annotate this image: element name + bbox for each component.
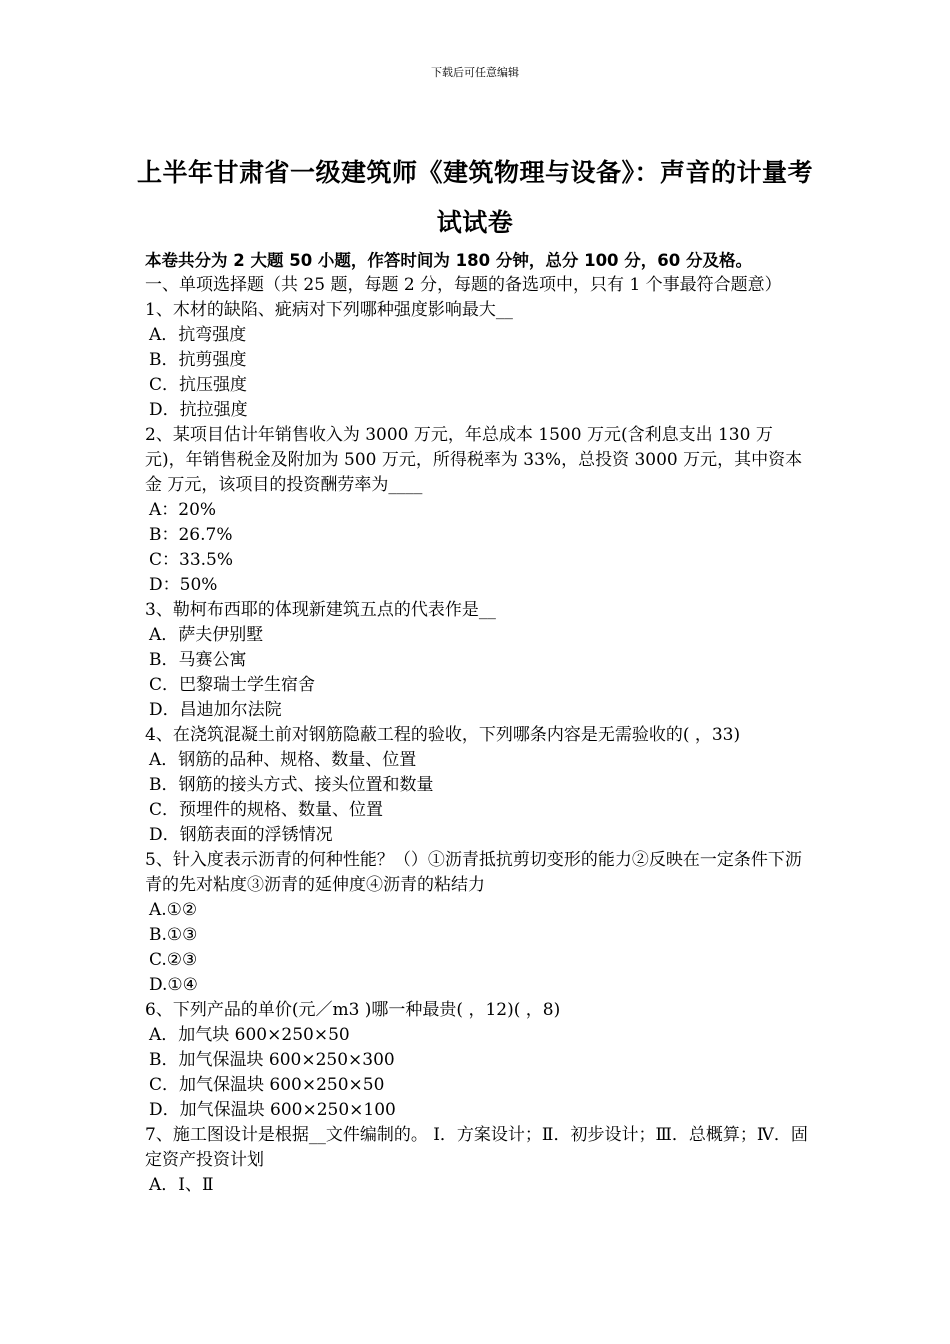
option-d: D：50%: [149, 575, 218, 595]
option-a: A．抗弯强度: [149, 325, 247, 345]
option-c: C.②③: [149, 950, 198, 970]
option-d: D．昌迪加尔法院: [149, 700, 282, 720]
exam-summary: 本卷共分为 2 大题 50 小题，作答时间为 180 分钟，总分 100 分，60 分及格。: [145, 251, 752, 270]
section-heading: 一、单项选择题（共 25 题，每题 2 分，每题的备选项中，只有 1 个事最符合题意）: [145, 275, 782, 295]
option-d: D．钢筋表面的浮锈情况: [149, 825, 333, 845]
header-note: 下载后可任意编辑: [431, 66, 519, 79]
option-d: D.①④: [149, 975, 198, 995]
question-text: 1、木材的缺陷、疵病对下列哪种强度影响最大__: [145, 300, 513, 320]
option-a: A．加气块 600×250×50: [149, 1025, 350, 1045]
question-4: [145, 723, 810, 848]
question-text: 2、某项目估计年销售收入为 3000 万元，年总成本 1500 万元(含利息支出 130 万元)，年销售税金及附加为 500 万元，所得税率为 33%，总投资 3000 万元，其中资本金 万元，该项目的投资酬劳率为____: [145, 425, 803, 495]
question-6: [145, 998, 810, 1123]
question-text: 7、施工图设计是根据__文件编制的。 Ⅰ．方案设计；Ⅱ．初步设计；Ⅲ．总概算；Ⅳ．固定资产投资计划: [145, 1125, 808, 1170]
question-text: 6、下列产品的单价(元／m3 )哪一种最贵( ，12)( ，8): [145, 1000, 561, 1020]
option-a: A．钢筋的品种、规格、数量、位置: [149, 750, 417, 770]
option-c: C．加气保温块 600×250×50: [149, 1075, 385, 1095]
option-b: B．加气保温块 600×250×300: [149, 1050, 395, 1070]
option-a: A.①②: [149, 900, 198, 920]
question-5: [145, 848, 810, 998]
exam-content: [145, 248, 810, 1198]
option-c: C．巴黎瑞士学生宿舍: [149, 675, 316, 695]
option-a: A．Ⅰ、Ⅱ: [149, 1175, 214, 1195]
option-d: D．加气保温块 600×250×100: [149, 1100, 396, 1120]
question-3: [145, 598, 810, 723]
option-b: B.①③: [149, 925, 198, 945]
option-c: C：33.5%: [149, 550, 234, 570]
option-c: C．预埋件的规格、数量、位置: [149, 800, 384, 820]
document-title: 上半年甘肃省一级建筑师《建筑物理与设备》：声音的计量考试试卷: [136, 158, 813, 237]
question-text: 4、在浇筑混凝土前对钢筋隐蔽工程的验收，下列哪条内容是无需验收的( ，33): [145, 725, 741, 745]
question-text: 3、勒柯布西耶的体现新建筑五点的代表作是__: [145, 600, 496, 620]
option-a: A：20%: [149, 500, 217, 520]
option-c: C．抗压强度: [149, 375, 248, 395]
question-7: [145, 1123, 810, 1198]
question-1: [145, 298, 810, 423]
option-b: B．钢筋的接头方式、接头位置和数量: [149, 775, 434, 795]
option-b: B：26.7%: [149, 525, 233, 545]
question-text: 5、针入度表示沥青的何种性能？（）①沥青抵抗剪切变形的能力②反映在一定条件下沥青的先对粘度③沥青的延伸度④沥青的粘结力: [145, 850, 802, 895]
option-d: D．抗拉强度: [149, 400, 248, 420]
option-b: B．抗剪强度: [149, 350, 247, 370]
option-a: A．萨夫伊别墅: [149, 625, 264, 645]
option-b: B．马赛公寓: [149, 650, 247, 670]
question-2: [145, 423, 810, 598]
